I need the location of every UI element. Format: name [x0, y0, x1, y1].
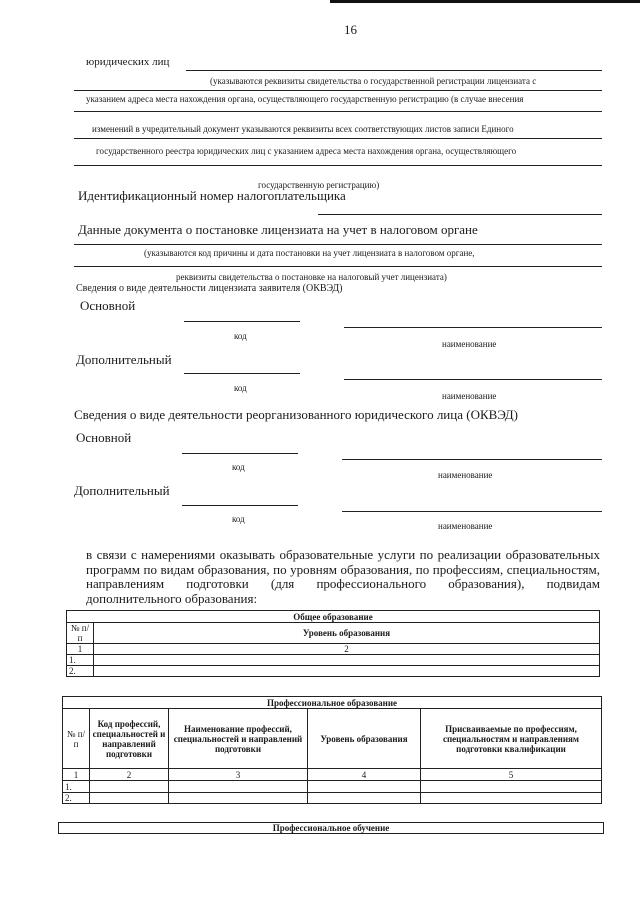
table-cell: 1 [63, 769, 90, 781]
tax-registration-line-2[interactable] [74, 266, 602, 267]
activity-licensee-main-name-line[interactable] [344, 327, 602, 328]
professional-training-table [58, 822, 604, 834]
table-cell: 2. [63, 793, 90, 804]
activity-reorganized-additional-code-line[interactable] [182, 505, 298, 506]
table-row[interactable] [67, 666, 600, 677]
professional-education-col-name: Наименование профессий, специальностей и направлений подготовки [169, 709, 308, 769]
table-cell: 4 [308, 769, 421, 781]
professional-education-col-num: № п/п [63, 709, 90, 769]
table-cell: 3 [169, 769, 308, 781]
table-cell[interactable] [308, 793, 421, 804]
table-row[interactable] [63, 781, 602, 793]
table-cell: 1. [63, 781, 90, 793]
professional-education-col-code: Код профессий, специальностей и направлений подготовки [90, 709, 169, 769]
activity-reorganized-additional-name-line[interactable] [342, 511, 602, 512]
legal-entities-line-3[interactable] [74, 111, 602, 112]
professional-education-table [62, 696, 602, 804]
table-cell: 1. [67, 655, 94, 666]
legal-entities-field-line[interactable] [186, 70, 602, 71]
activity-reorganized-main-label: Основной [76, 430, 132, 445]
activity-licensee-heading: Сведения о виде деятельности лицензиата заявителя (ОКВЭД) [76, 283, 343, 294]
table-row[interactable] [67, 655, 600, 666]
table-row [67, 644, 600, 655]
table-cell: 1 [67, 644, 94, 655]
tax-registration-note-2: реквизиты свидетельства о постановке на налоговый учет лицензиата) [176, 272, 447, 282]
table-row[interactable] [63, 793, 602, 804]
legal-entities-line-4[interactable] [74, 138, 602, 139]
activity-licensee-additional-code-caption: код [234, 383, 247, 393]
activity-reorganized-main-code-caption: код [232, 462, 245, 472]
legal-entities-line-5[interactable] [74, 165, 602, 166]
activity-reorganized-main-name-line[interactable] [342, 459, 602, 460]
inn-label: Идентификационный номер налогоплательщика [78, 188, 346, 203]
activity-licensee-additional-code-line[interactable] [184, 373, 300, 374]
table-cell: 5 [421, 769, 602, 781]
activity-licensee-main-code-line[interactable] [184, 321, 300, 322]
top-edge-bar [330, 0, 640, 3]
activity-licensee-additional-label: Дополнительный [76, 352, 172, 367]
activity-licensee-main-name-caption: наименование [442, 339, 497, 349]
professional-education-title: Профессиональное образование [63, 697, 602, 709]
legal-entities-note-2: указанием адреса места нахождения органа, осуществляющего государственную регистрацию (в случае внесения [86, 94, 524, 104]
legal-entities-note-3: изменений в учредительный документ указываются реквизиты всех соответствующих листов записи Единого [92, 124, 514, 134]
activity-reorganized-additional-label: Дополнительный [74, 483, 170, 498]
table-cell[interactable] [421, 781, 602, 793]
table-cell[interactable] [169, 781, 308, 793]
table-row [63, 769, 602, 781]
table-cell[interactable] [94, 655, 600, 666]
activity-reorganized-additional-name-caption: наименование [438, 521, 493, 531]
intent-paragraph: в связи с намерениями оказывать образовательные услуги по реализации образовательных программ по видам образования, по уровням образования, по профессиям, специальностям, направлениям подготовки (для профессионального образования), подвидам дополнительного образования: [86, 547, 600, 606]
tax-registration-note-1: (указываются код причины и дата постановки на учет лицензиата в налоговом органе, [144, 248, 475, 258]
activity-reorganized-main-code-line[interactable] [182, 453, 298, 454]
activity-licensee-additional-name-caption: наименование [442, 391, 497, 401]
table-cell[interactable] [421, 793, 602, 804]
activity-reorganized-main-name-caption: наименование [438, 470, 493, 480]
general-education-table [66, 610, 600, 677]
legal-entities-label: юридических лиц [86, 56, 170, 68]
legal-entities-note-4: государственного реестра юридических лиц с указанием адреса места нахождения органа, осуществляющего [96, 146, 517, 156]
general-education-title: Общее образование [67, 611, 600, 623]
table-cell: 2. [67, 666, 94, 677]
table-cell: 2 [94, 644, 600, 655]
table-cell[interactable] [90, 793, 169, 804]
page-number: 16 [344, 22, 357, 37]
tax-registration-line-1[interactable] [74, 244, 602, 245]
table-cell[interactable] [90, 781, 169, 793]
activity-reorganized-additional-code-caption: код [232, 514, 245, 524]
table-cell[interactable] [94, 666, 600, 677]
activity-licensee-main-label: Основной [80, 298, 136, 313]
activity-licensee-additional-name-line[interactable] [344, 379, 602, 380]
general-education-col-num: № п/п [67, 623, 94, 644]
table-cell: 2 [90, 769, 169, 781]
professional-training-title: Профессиональное обучение [59, 823, 604, 834]
activity-reorganized-heading: Сведения о виде деятельности реорганизованного юридического лица (ОКВЭД) [74, 407, 518, 422]
legal-entities-line-2[interactable] [74, 90, 602, 91]
table-cell[interactable] [169, 793, 308, 804]
legal-entities-note-1: (указываются реквизиты свидетельства о государственной регистрации лицензиата с [210, 76, 537, 86]
tax-registration-label: Данные документа о постановке лицензиата на учет в налоговом органе [78, 222, 478, 237]
professional-education-col-level: Уровень образования [308, 709, 421, 769]
activity-licensee-main-code-caption: код [234, 331, 247, 341]
table-cell[interactable] [308, 781, 421, 793]
general-education-col-level: Уровень образования [94, 623, 600, 644]
professional-education-col-qualification: Присваиваемые по профессиям, специальностям и направлениям подготовки квалификации [421, 709, 602, 769]
inn-field-line[interactable] [318, 214, 602, 215]
legal-entities-note-5: государственную регистрацию) [258, 180, 380, 190]
